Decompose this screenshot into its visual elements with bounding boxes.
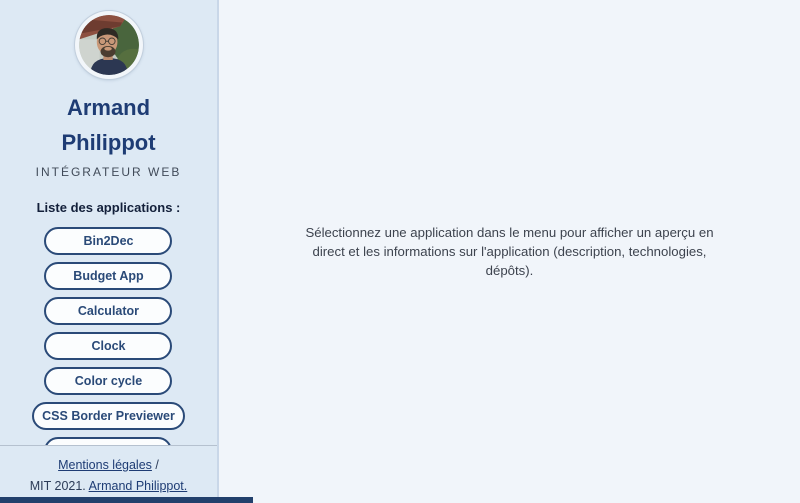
sidebar (0, 0, 219, 503)
app-button-clock[interactable]: Clock (44, 332, 172, 360)
main-panel (219, 0, 800, 503)
avatar (75, 11, 143, 79)
app-button-budget-app[interactable]: Budget App (44, 262, 172, 290)
app-button-partial[interactable] (44, 437, 172, 445)
footer-separator: / (151, 458, 159, 472)
horizontal-scrollbar-thumb[interactable] (0, 497, 253, 503)
app-button-css-border-previewer[interactable]: CSS Border Previewer (32, 402, 185, 430)
app-list (32, 227, 185, 445)
footer-license-line (0, 476, 217, 497)
footer-legal-line (0, 455, 217, 476)
app-preview-placeholder-text: Sélectionnez une application dans le menu pour afficher un aperçu en direct et les informations sur l'application (description, technologies, dépôts). (305, 225, 714, 278)
app-button-bin2dec[interactable]: Bin2Dec (44, 227, 172, 255)
license-text: MIT 2021. (29, 479, 86, 493)
user-name-line1: Armand (66, 95, 151, 120)
app-button-calculator[interactable]: Calculator (44, 297, 172, 325)
app-button-color-cycle[interactable]: Color cycle (44, 367, 172, 395)
sidebar-footer (0, 445, 217, 497)
user-name-line2: Philippot (61, 130, 156, 155)
user-role: INTÉGRATEUR WEB (35, 165, 182, 179)
author-link[interactable]: Armand Philippot. (88, 479, 188, 493)
legal-link[interactable]: Mentions légales (58, 458, 152, 472)
apps-list-label: Liste des applications : (36, 200, 181, 215)
user-name (61, 90, 155, 160)
avatar-photo-icon (79, 15, 139, 75)
